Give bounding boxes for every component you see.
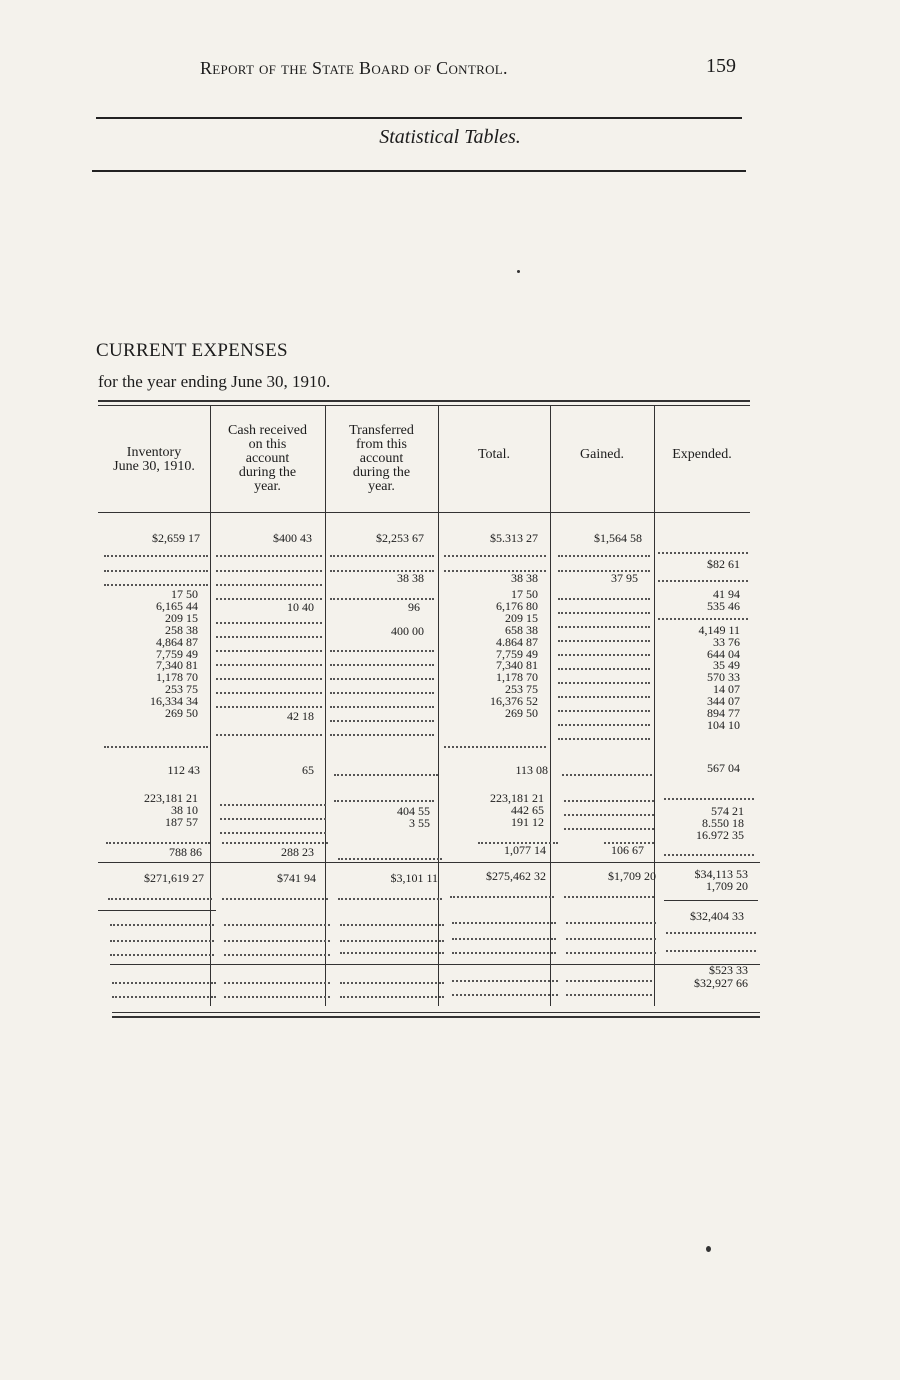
header-gained: Gained. (580, 447, 624, 462)
leader-dots (566, 938, 656, 940)
leader-dots (330, 555, 434, 557)
leader-dots (564, 814, 654, 816)
col-divider (438, 406, 439, 1006)
leader-dots (658, 552, 748, 554)
leader-dots (666, 950, 756, 952)
leader-dots (340, 982, 444, 984)
leader-dots (452, 980, 558, 982)
leader-dots (216, 555, 322, 557)
cell-expended: 567 04 (707, 761, 740, 775)
leader-dots (338, 858, 442, 860)
table-top-rule-inner (98, 405, 750, 406)
leader-dots (334, 800, 434, 802)
total-column-block: 17 50 6,176 80 209 15 658 38 4.864 87 7,759 49 7,340 81 1,178 70 253 75 16,376 52 269 50 (490, 587, 538, 721)
leader-dots (104, 570, 208, 572)
cell-cash: 10 40 (287, 600, 314, 614)
col-divider (210, 406, 211, 1006)
leader-dots (330, 706, 434, 708)
total-inventory: $271,619 27 (144, 871, 204, 885)
cell-cash: $400 43 (273, 531, 312, 545)
header-transferred: Transferred from this account during the year. (349, 423, 414, 494)
leader-dots (340, 940, 444, 942)
leader-dots (220, 818, 326, 820)
leader-dots (450, 896, 554, 898)
running-head: Report of the State Board of Control. (200, 58, 508, 78)
leader-dots (558, 668, 650, 670)
leader-dots (444, 746, 546, 748)
final-expended: $523 33 $32,927 66 (694, 963, 748, 990)
leader-dots (104, 584, 208, 586)
leader-dots (444, 555, 546, 557)
col-divider (654, 406, 655, 1006)
leader-dots (452, 938, 556, 940)
header-bottom-rule (98, 512, 750, 513)
leader-dots (558, 696, 650, 698)
leader-dots (558, 724, 650, 726)
header-rule-top (96, 117, 742, 119)
leader-dots (664, 798, 754, 800)
leader-dots (658, 580, 748, 582)
inventory-column-block: 17 50 6,165 44 209 15 258 38 4,864 87 7,759 49 7,340 81 1,178 70 253 75 16,334 34 269 50 (150, 587, 198, 721)
leader-dots (330, 678, 434, 680)
leader-dots (216, 706, 322, 708)
leader-dots (338, 898, 442, 900)
section-subtitle: for the year ending June 30, 1910. (98, 372, 331, 391)
subtotal-rule (98, 910, 216, 911)
cell-transferred: 400 00 (391, 624, 424, 638)
cell-total: $5.313 27 (490, 531, 538, 545)
leader-dots (664, 854, 754, 856)
leader-dots (558, 738, 650, 740)
leader-dots (112, 996, 216, 998)
leader-dots (566, 994, 652, 996)
total-column-block-2: 223,181 21 442 65 191 12 (490, 791, 544, 829)
leader-dots (666, 932, 756, 934)
section-title: CURRENT EXPENSES (96, 340, 288, 361)
table-bottom-rule-outer (112, 1016, 760, 1018)
leader-dots (658, 618, 748, 620)
total-expended: $34,113 53 1,709 20 (694, 867, 748, 893)
leader-dots (108, 898, 212, 900)
leader-dots (558, 682, 650, 684)
leader-dots (224, 940, 330, 942)
leader-dots (216, 664, 322, 666)
leader-dots (224, 924, 330, 926)
cell-expended: $82 61 (707, 557, 740, 571)
totals-rule (98, 862, 760, 863)
ink-speck (517, 270, 520, 273)
leader-dots (340, 952, 444, 954)
leader-dots (564, 800, 654, 802)
leader-dots (110, 954, 214, 956)
leader-dots (224, 996, 330, 998)
leader-dots (216, 622, 322, 624)
leader-dots (110, 940, 214, 942)
leader-dots (558, 598, 650, 600)
net-expended: $32,404 33 (690, 909, 744, 923)
leader-dots (566, 922, 656, 924)
leader-dots (104, 555, 208, 557)
leader-dots (216, 570, 322, 572)
leader-dots (566, 980, 652, 982)
leader-dots (330, 664, 434, 666)
leader-dots (112, 982, 216, 984)
cell-cash: 65 (302, 763, 314, 777)
leader-dots (222, 898, 328, 900)
leader-dots (216, 636, 322, 638)
leader-dots (106, 842, 210, 844)
leader-dots (452, 922, 556, 924)
leader-dots (558, 555, 650, 557)
col-divider (325, 406, 326, 1006)
header-total: Total. (477, 447, 511, 462)
leader-dots (562, 774, 652, 776)
total-transferred: $3,101 11 (390, 871, 438, 885)
subtotal-rule (664, 900, 758, 901)
leader-dots (216, 734, 322, 736)
cell-transferred: 38 38 (397, 571, 424, 585)
leader-dots (558, 654, 650, 656)
leader-dots (452, 994, 558, 996)
cell-total: 38 38 (511, 571, 538, 585)
leader-dots (558, 640, 650, 642)
leader-dots (110, 924, 214, 926)
leader-dots (566, 952, 656, 954)
leader-dots (224, 954, 330, 956)
leader-dots (222, 842, 328, 844)
header-cash-received: Cash received on this account during the year. (228, 423, 307, 494)
cell-inventory: 112 43 (167, 763, 200, 777)
leader-dots (330, 734, 434, 736)
cell-cash: 42 18 (287, 709, 314, 723)
leader-dots (216, 584, 322, 586)
expended-column-block-2: 574 21 8.550 18 16.972 35 (696, 804, 744, 842)
subhead: Statistical Tables. (379, 126, 521, 148)
cell-gained: 37 95 (611, 571, 638, 585)
cell-transferred: 96 (408, 600, 420, 614)
leader-dots (216, 650, 322, 652)
leader-dots (564, 828, 654, 830)
leader-dots (558, 710, 650, 712)
total-cash: $741 94 (277, 871, 316, 885)
leader-dots (330, 650, 434, 652)
cell-inventory: 788 86 (169, 845, 202, 859)
cell-transferred: $2,253 67 (376, 531, 424, 545)
table-top-rule (98, 400, 750, 402)
leader-dots (330, 692, 434, 694)
cell-gained: $1,564 58 (594, 531, 642, 545)
total-gained: $1,709 20 (608, 869, 656, 883)
cell-total: 113 08 (515, 763, 548, 777)
header-expended: Expended. (672, 447, 732, 462)
leader-dots (330, 598, 434, 600)
leader-dots (220, 832, 326, 834)
total-total: $275,462 32 (486, 869, 546, 883)
inventory-column-block-2: 223,181 21 38 10 187 57 (144, 791, 198, 829)
leader-dots (224, 982, 330, 984)
leader-dots (216, 692, 322, 694)
expenses-table (98, 400, 760, 1020)
cell-cash: 288 23 (281, 845, 314, 859)
leader-dots (558, 612, 650, 614)
transferred-column-block-2: 404 55 3 55 (397, 804, 430, 830)
leader-dots (452, 952, 556, 954)
leader-dots (216, 598, 322, 600)
final-rule (110, 964, 760, 965)
header-rule-bottom (92, 170, 746, 172)
ink-speck (706, 1246, 711, 1252)
expended-column-block: 41 94 535 46 4,149 11 33 76 644 04 35 49 570 33 14 07 344 07 894 77 104 10 (698, 587, 740, 732)
cell-inventory: $2,659 17 (152, 531, 200, 545)
leader-dots (104, 746, 208, 748)
leader-dots (558, 626, 650, 628)
leader-dots (340, 996, 444, 998)
leader-dots (330, 720, 434, 722)
cell-gained: 106 67 (611, 843, 644, 857)
header-inventory: Inventory June 30, 1910. (113, 445, 195, 474)
cell-total: 1,077 14 (504, 843, 546, 857)
leader-dots (334, 774, 438, 776)
leader-dots (564, 896, 654, 898)
col-divider (550, 406, 551, 1006)
leader-dots (340, 924, 444, 926)
leader-dots (216, 678, 322, 680)
table-bottom-rule (112, 1012, 760, 1013)
page-number: 159 (706, 55, 736, 77)
leader-dots (220, 804, 326, 806)
